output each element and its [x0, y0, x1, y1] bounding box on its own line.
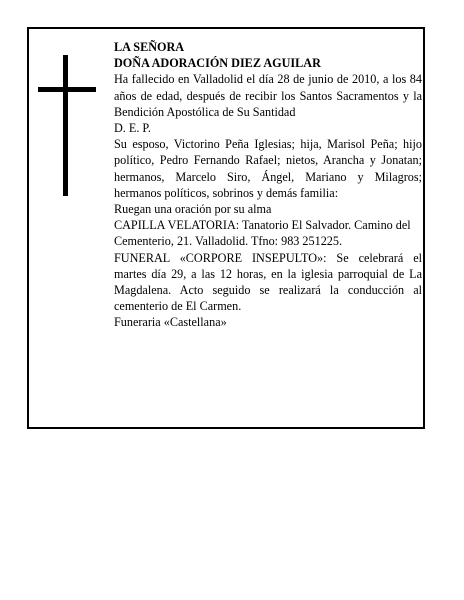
- death-announcement: Ha fallecido en Valladolid el día 28 de junio de 2010, a los 84 años de edad, después de recibir los Santos Sacramentos y la Bendición Apostólica de Su Santidad: [114, 72, 422, 119]
- dep-abbreviation: D. E. P.: [114, 121, 151, 136]
- latin-cross-icon: [38, 55, 96, 196]
- family-members: Su esposo, Victorino Peña Iglesias; hija, Marisol Peña; hijo político, Pedro Fernando Rafael; nietos, Arancha y Jonatan; hermanos, Marcelo Siro, Ángel, Mariano y Milagros; hermanos políticos, sobrinos y demás familia:: [114, 137, 422, 200]
- heading-title: LA SEÑORA: [114, 40, 185, 54]
- prayer-request: Ruegan una oración por su alma: [114, 202, 272, 217]
- cross-vertical-bar: [63, 55, 68, 196]
- obituary-text: [114, 39, 422, 331]
- funeral-home: Funeraria «Castellana»: [114, 315, 227, 330]
- cross-horizontal-bar: [38, 87, 96, 92]
- chapel-info: CAPILLA VELATORIA: Tanatorio El Salvador. Camino del Cementerio, 21. Valladolid. Tfno: 983 251225.: [114, 218, 411, 249]
- funeral-info: FUNERAL «CORPORE INSEPULTO»: Se celebrará el martes día 29, a las 12 horas, en la iglesia parroquial de La Magdalena. Acto seguido se realizará la conducción al cementerio de El Carmen.: [114, 250, 422, 314]
- deceased-name: DOÑA ADORACIÓN DIEZ AGUILAR: [114, 56, 321, 71]
